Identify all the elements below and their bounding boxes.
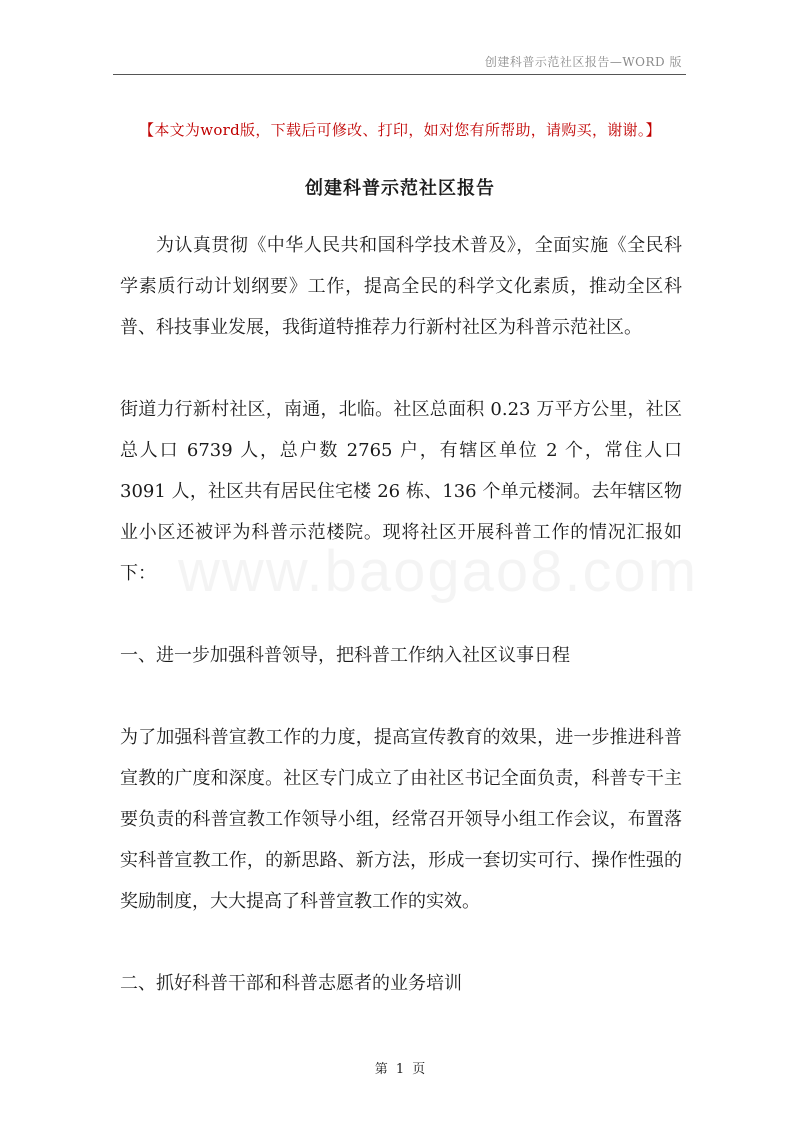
- intro-paragraph: 为认真贯彻《中华人民共和国科学技术普及》，全面实施《全民科学素质行动计划纲要》工作，提高全民的科学文化素质，推动全区科普、科技事业发展，我街道特推荐力行新村社区为科普示范社区。: [120, 235, 682, 338]
- paragraph-spacer: [120, 676, 682, 717]
- download-notice: 【本文为word版，下载后可修改、打印，如对您有所帮助，请购买，谢谢。】: [139, 121, 661, 139]
- page-prefix: 第: [374, 1062, 388, 1077]
- document-body: [120, 225, 682, 1004]
- document-title: 创建科普示范社区报告: [305, 178, 495, 199]
- community-overview-paragraph: 街道力行新村社区，南通，北临。社区总面积 0.23 万平方公里，社区总人口 6739 人，总户数 2765 户，有辖区单位 2 个，常住人口 3091 人，社区共有居民住宅楼 26 栋、136 个单元楼洞。去年辖区物业小区还被评为科普示范楼院。现将社区开展科普工作的情况汇报如下：: [120, 399, 682, 584]
- section-heading-1: 一、进一步加强科普领导，把科普工作纳入社区议事日程: [120, 645, 570, 666]
- page-footer: [0, 1058, 800, 1077]
- running-header: 创建科普示范社区报告—WORD 版: [484, 55, 682, 69]
- page-number: 1: [395, 1062, 405, 1077]
- page-suffix: 页: [412, 1062, 426, 1077]
- header-divider: [113, 74, 686, 75]
- section-1-paragraph: 为了加强科普宣教工作的力度，提高宣传教育的效果，进一步推进科普宣教的广度和深度。社区专门成立了由社区书记全面负责，科普专干主要负责的科普宣教工作领导小组，经常召开领导小组工作会议，布置落实科普宣教工作，的新思路、新方法，形成一套切实可行、操作性强的奖励制度，大大提高了科普宣教工作的实效。: [120, 727, 682, 912]
- paragraph-spacer: [120, 922, 682, 963]
- section-heading-2: 二、抓好科普干部和科普志愿者的业务培训: [120, 973, 462, 994]
- paragraph-spacer: [120, 594, 682, 635]
- paragraph-spacer: [120, 348, 682, 389]
